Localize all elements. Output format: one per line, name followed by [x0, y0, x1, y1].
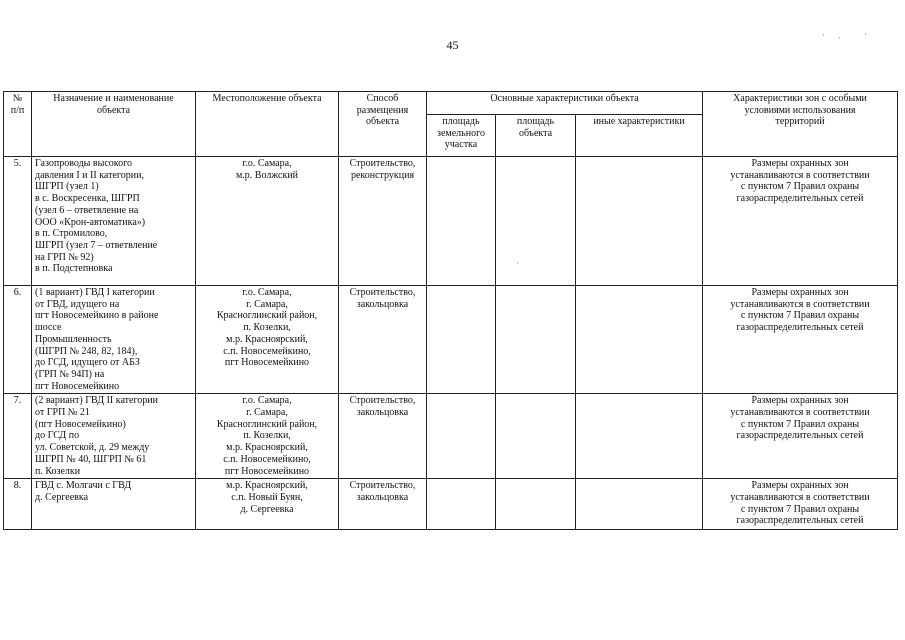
- zone-characteristics: Размеры охранных зон устанавливаются в соответствии с пунктом 7 Правил охраны газораспределительных сетей: [703, 286, 898, 394]
- object-area-cell: [496, 479, 576, 530]
- placement-method: Строительство, закольцовка: [339, 286, 427, 394]
- object-location: г.о. Самара, м.р. Волжский: [196, 157, 339, 286]
- object-name: (1 вариант) ГВД I категории от ГВД, идущего на пгт Новосемейкино в районе шоссе Промышленность (ШГРП № 248, 82, 184), до ГСД, идущего от АБЗ (ГРП № 94П) на пгт Новосемейкино: [32, 286, 196, 394]
- other-characteristics-cell: [576, 286, 703, 394]
- header-land-area: площадь земельного участка: [427, 115, 496, 157]
- zone-characteristics: Размеры охранных зон устанавливаются в соответствии с пунктом 7 Правил охраны газораспределительных сетей: [703, 157, 898, 286]
- table-row: [4, 157, 898, 286]
- other-characteristics-cell: [576, 394, 703, 479]
- object-area-cell: [496, 286, 576, 394]
- land-area-cell: [427, 286, 496, 394]
- scan-speck: ·: [838, 33, 841, 43]
- object-location: г.о. Самара, г. Самара, Красноглинский район, п. Козелки, м.р. Красноярский, с.п. Новосемейкино, пгт Новосемейкино: [196, 286, 339, 394]
- table-row: [4, 286, 898, 394]
- header-main-characteristics: Основные характеристики объекта: [427, 92, 703, 115]
- land-area-cell: [427, 394, 496, 479]
- header-other-characteristics: иные характеристики: [576, 115, 703, 157]
- scan-speck: ·: [864, 29, 867, 39]
- land-area-cell: [427, 479, 496, 530]
- table-row: [4, 394, 898, 479]
- header-location: Местоположение объекта: [196, 92, 339, 157]
- scan-speck: ·: [516, 258, 519, 268]
- placement-method: Строительство, закольцовка: [339, 479, 427, 530]
- header-name: Назначение и наименование объекта: [32, 92, 196, 157]
- header-object-area: площадь объекта: [496, 115, 576, 157]
- header-zones: Характеристики зон с особыми условиями использования территорий: [703, 92, 898, 157]
- row-number: 6.: [4, 286, 32, 394]
- other-characteristics-cell: [576, 157, 703, 286]
- placement-method: Строительство, закольцовка: [339, 394, 427, 479]
- other-characteristics-cell: [576, 479, 703, 530]
- row-number: 5.: [4, 157, 32, 286]
- page-number: 45: [446, 38, 459, 52]
- object-name: Газопроводы высокого давления I и II категории, ШГРП (узел 1) в с. Воскресенка, ШГРП (узел 6 – ответвление на ООО «Крон-автоматика») в п. Стромилово, ШГРП (узел 7 – ответвление на ГРП № 92) в п. Подстепновка: [32, 157, 196, 286]
- row-number: 7.: [4, 394, 32, 479]
- object-name: ГВД с. Молгачи с ГВД д. Сергеевка: [32, 479, 196, 530]
- row-number: 8.: [4, 479, 32, 530]
- object-location: м.р. Красноярский, с.п. Новый Буян, д. Сергеевка: [196, 479, 339, 530]
- zone-characteristics: Размеры охранных зон устанавливаются в соответствии с пунктом 7 Правил охраны газораспределительных сетей: [703, 394, 898, 479]
- table-row: [4, 479, 898, 530]
- planned-objects-table: [3, 91, 898, 530]
- header-method: Способ размещения объекта: [339, 92, 427, 157]
- land-area-cell: [427, 157, 496, 286]
- object-area-cell: [496, 394, 576, 479]
- scan-speck: ·: [822, 30, 825, 40]
- zone-characteristics: Размеры охранных зон устанавливаются в соответствии с пунктом 7 Правил охраны газораспределительных сетей: [703, 479, 898, 530]
- placement-method: Строительство, реконструкция: [339, 157, 427, 286]
- object-location: г.о. Самара, г. Самара, Красноглинский район, п. Козелки, м.р. Красноярский, с.п. Новосемейкино, пгт Новосемейкино: [196, 394, 339, 479]
- object-name: (2 вариант) ГВД II категории от ГРП № 21 (пгт Новосемейкино) до ГСД по ул. Советской, д. 29 между ШГРП № 40, ШГРП № 61 п. Козелки: [32, 394, 196, 479]
- object-area-cell: [496, 157, 576, 286]
- header-num: № п/п: [4, 92, 32, 157]
